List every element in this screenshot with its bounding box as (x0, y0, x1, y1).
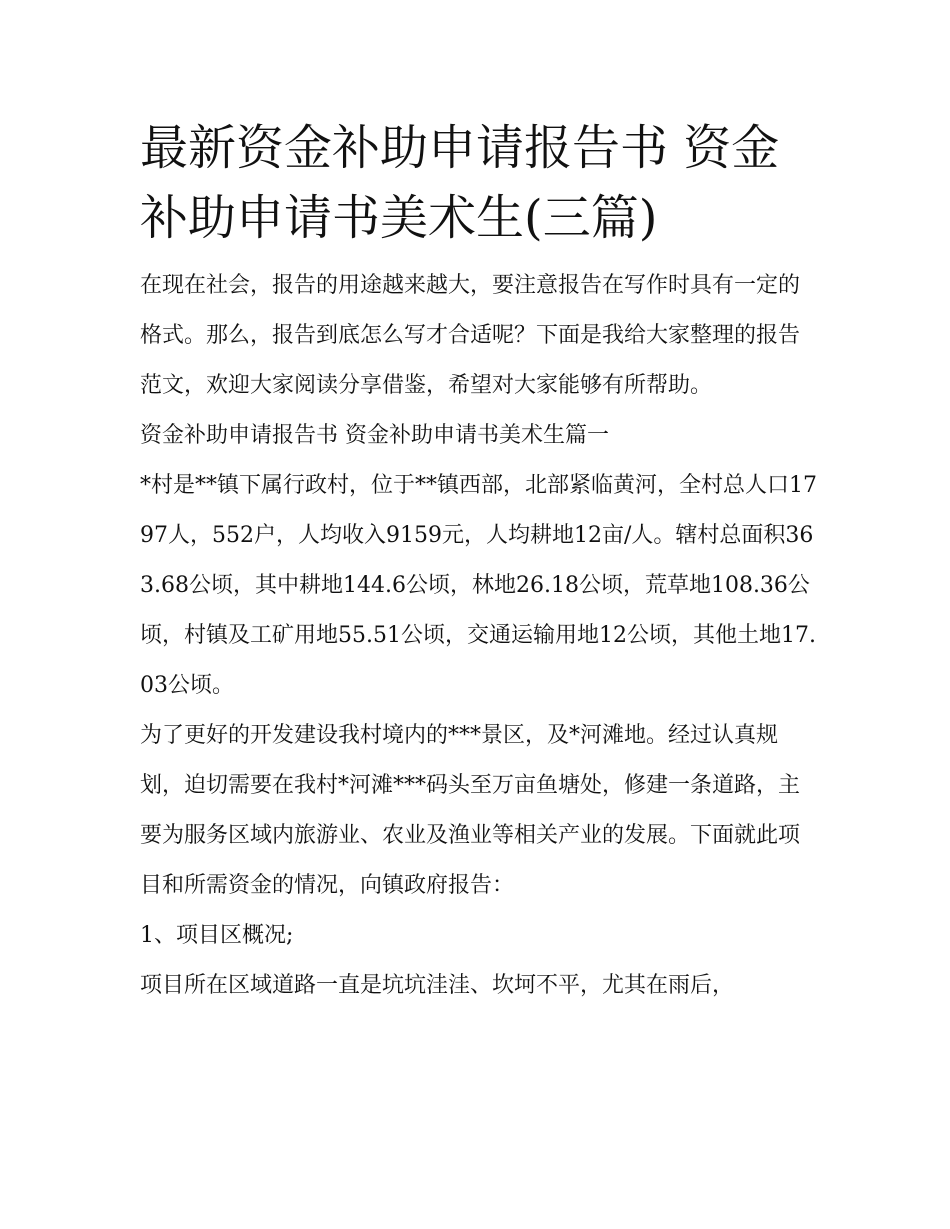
village-overview-paragraph: *村是**镇下属行政村，位于**镇西部，北部紧临黄河，全村总人口1797人，552户，人均收入9159元，人均耕地12亩/人。辖村总面积363.68公顷，其中耕地144.6公顷，林地26.18公顷，荒草地108.36公顷，村镇及工矿用地55.51公顷，交通运输用地12公顷，其他土地17.03公顷。 (140, 473, 817, 698)
intro-paragraph: 在现在社会，报告的用途越来越大，要注意报告在写作时具有一定的格式。那么，报告到底怎么写才合适呢？下面是我给大家整理的报告范文，欢迎大家阅读分享借鉴，希望对大家能够有所帮助。 (140, 273, 801, 398)
document-body (140, 261, 820, 1011)
project-purpose-paragraph: 为了更好的开发建设我村境内的***景区，及*河滩地。经过认真规划，迫切需要在我村*河滩***码头至万亩鱼塘处，修建一条道路，主要为服务区域内旅游业、农业及渔业等相关产业的发展。下面就此项目和所需资金的情况，向镇政府报告： (140, 723, 801, 898)
project-area-paragraph: 项目所在区域道路一直是坑坑洼洼、坎坷不平，尤其在雨后， (140, 973, 735, 998)
document-content (140, 113, 820, 1011)
section-heading: 资金补助申请报告书 资金补助申请书美术生篇一 (140, 423, 609, 448)
document-title: 最新资金补助申请报告书 资金补助申请书美术生(三篇) (140, 120, 780, 246)
subsection-heading: 1、项目区概况; (140, 923, 294, 948)
